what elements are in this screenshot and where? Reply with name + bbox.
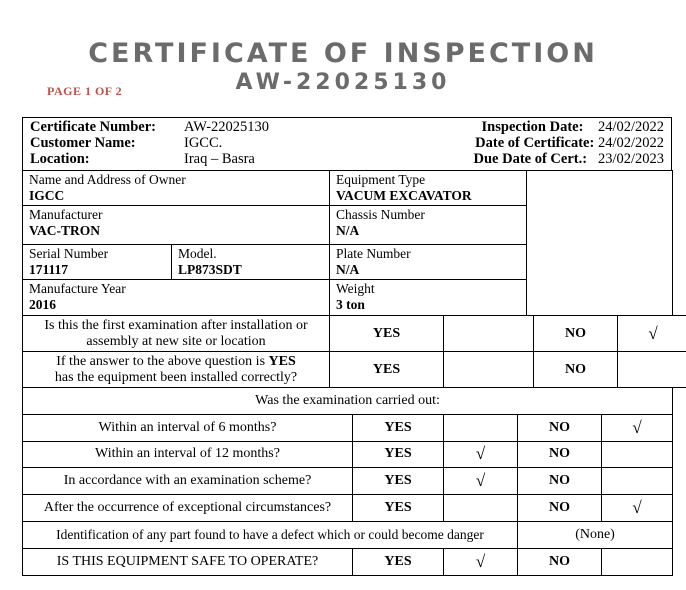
- inspection-date-label: Inspection Date:: [481, 119, 584, 135]
- manufacturer-cell: [23, 206, 330, 245]
- model-cell: [172, 245, 330, 280]
- equipment-info-table: [22, 170, 673, 316]
- location-value: Iraq – Basra: [184, 151, 255, 167]
- yes-label: YES: [330, 316, 444, 352]
- plate-label: Plate Number: [336, 246, 411, 261]
- no-label: NO: [518, 441, 602, 468]
- blank-cell: [527, 171, 673, 316]
- no-label: NO: [534, 352, 618, 388]
- yes-label: YES: [353, 414, 444, 441]
- no-check-cell: [602, 441, 673, 468]
- serial-value: 171117: [29, 262, 69, 277]
- question-12-months: Within an interval of 12 months?: [23, 441, 353, 468]
- check-mark: √: [602, 495, 673, 522]
- manufacturer-label: Manufacturer: [29, 207, 103, 222]
- question-first-examination: Is this the first examination after installation or assembly at new site or location: [23, 316, 330, 352]
- yes-check-cell: [444, 316, 534, 352]
- question-examination-scheme: In accordance with an examination scheme?: [23, 468, 353, 495]
- page-indicator: PAGE 1 OF 2: [47, 84, 123, 98]
- yes-check-cell: [444, 352, 534, 388]
- year-value: 2016: [29, 297, 56, 312]
- examination-heading: Was the examination carried out:: [23, 388, 673, 415]
- location-label: Location:: [30, 151, 90, 167]
- due-date-label: Due Date of Cert.:: [473, 151, 588, 167]
- no-label: NO: [518, 548, 602, 575]
- date-of-certificate-label: Date of Certificate:: [475, 135, 595, 151]
- plate-value: N/A: [336, 262, 360, 277]
- cert-number-label: Certificate Number:: [30, 119, 157, 135]
- due-date-value: 23/02/2023: [597, 151, 664, 167]
- weight-cell: [330, 280, 527, 316]
- yes-check-cell: [444, 414, 518, 441]
- installation-questions-table: [22, 315, 686, 388]
- certificate-title: CERTIFICATE OF INSPECTION: [88, 38, 598, 69]
- year-label: Manufacture Year: [29, 281, 126, 296]
- no-check-cell: [602, 548, 673, 575]
- question-installed-correctly: If the answer to the above question is YES has the equipment been installed correctly?: [23, 352, 330, 388]
- chassis-cell: [330, 206, 527, 245]
- no-label: NO: [518, 495, 602, 522]
- equipment-type-label: Equipment Type: [336, 172, 426, 187]
- equipment-type-cell: [330, 171, 527, 206]
- check-mark: √: [618, 316, 686, 352]
- no-check-cell: [602, 468, 673, 495]
- defect-value: (None): [518, 521, 673, 548]
- inspection-date-value: 24/02/2022: [597, 119, 664, 135]
- chassis-value: N/A: [336, 223, 360, 238]
- yes-label: YES: [353, 495, 444, 522]
- serial-cell: [23, 245, 172, 280]
- check-mark: √: [602, 414, 673, 441]
- header-cell: [23, 118, 672, 171]
- equipment-type-value: VACUM EXCAVATOR: [336, 188, 472, 203]
- yes-label: YES: [330, 352, 444, 388]
- customer-name-value: IGCC.: [184, 135, 223, 151]
- check-mark: √: [444, 548, 518, 575]
- plate-cell: [330, 245, 527, 280]
- yes-label: YES: [353, 441, 444, 468]
- manufacturer-value: VAC-TRON: [29, 223, 101, 238]
- no-label: NO: [534, 316, 618, 352]
- question-6-months: Within an interval of 6 months?: [23, 414, 353, 441]
- yes-check-cell: [444, 495, 518, 522]
- check-mark: √: [444, 441, 518, 468]
- question-safe-to-operate: IS THIS EQUIPMENT SAFE TO OPERATE?: [23, 548, 353, 575]
- model-label: Model.: [178, 246, 217, 261]
- owner-label: Name and Address of Owner: [29, 172, 186, 187]
- check-mark: √: [444, 468, 518, 495]
- weight-label: Weight: [336, 281, 375, 296]
- yes-label: YES: [353, 468, 444, 495]
- yes-label: YES: [353, 548, 444, 575]
- cert-number-value: AW-22025130: [184, 119, 270, 135]
- owner-cell: [23, 171, 330, 206]
- serial-label: Serial Number: [29, 246, 109, 261]
- model-value: LP873SDT: [178, 262, 242, 277]
- customer-name-label: Customer Name:: [30, 135, 136, 151]
- weight-value: 3 ton: [336, 297, 365, 312]
- no-label: NO: [518, 468, 602, 495]
- date-of-certificate-value: 24/02/2022: [597, 135, 664, 151]
- chassis-label: Chassis Number: [336, 207, 425, 222]
- question-exceptional-circumstances: After the occurrence of exceptional circumstances?: [23, 495, 353, 522]
- owner-value: IGCC: [29, 188, 65, 203]
- no-check-cell: [618, 352, 686, 388]
- examination-questions-table: [22, 387, 673, 576]
- certificate-id-heading: AW-22025130: [235, 70, 451, 95]
- no-label: NO: [518, 414, 602, 441]
- question-defect-identification: Identification of any part found to have a defect which or could become danger: [23, 521, 518, 548]
- year-cell: [23, 280, 330, 316]
- certificate-header: [22, 117, 672, 171]
